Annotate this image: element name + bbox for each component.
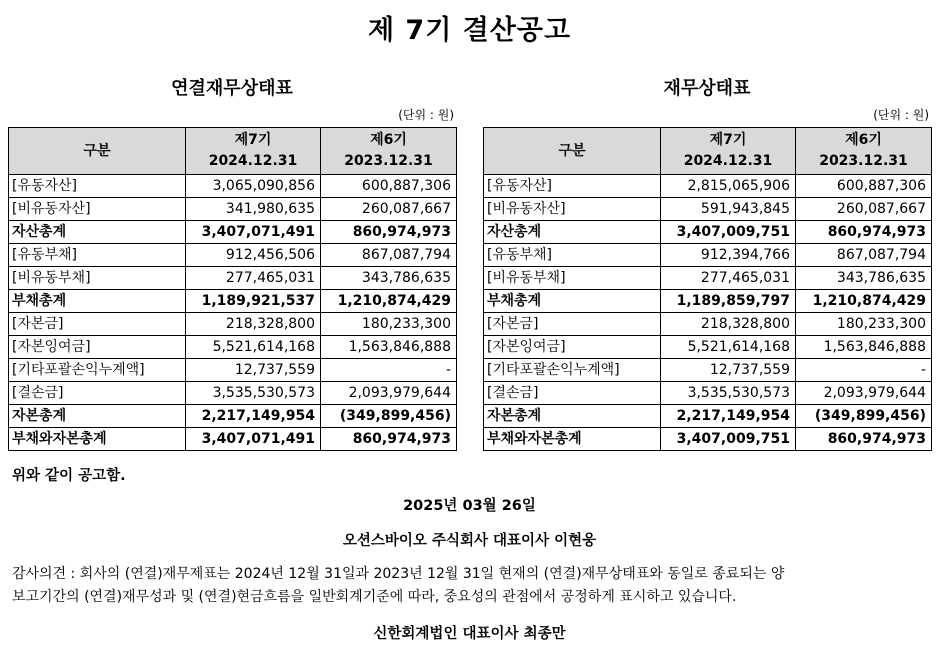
table-row (484, 267, 932, 290)
row-current-value: 3,407,009,751 (661, 221, 796, 244)
row-label: [자본금] (484, 313, 661, 336)
table-row (9, 428, 457, 451)
row-label: [유동자산] (9, 175, 186, 198)
row-prior-value: 860,974,973 (796, 428, 932, 451)
row-prior-value: 180,233,300 (796, 313, 932, 336)
row-current-value: 2,217,149,954 (186, 405, 321, 428)
header-current-period-label: 제7기 (709, 132, 747, 148)
row-label: [결손금] (484, 382, 661, 405)
separate-balance-sheet-table (483, 127, 932, 451)
row-label: [기타포괄손익누계액] (484, 359, 661, 382)
header-current-period (186, 128, 321, 175)
row-current-value: 12,737,559 (661, 359, 796, 382)
row-current-value: 1,189,921,537 (186, 290, 321, 313)
row-current-value: 5,521,614,168 (186, 336, 321, 359)
announcement-date: 2025년 03월 26일 (403, 498, 536, 514)
consolidated-table-body (9, 175, 457, 451)
table-row (484, 336, 932, 359)
table-row (484, 428, 932, 451)
row-current-value: 277,465,031 (661, 267, 796, 290)
header-category: 구분 (484, 128, 661, 175)
row-label: [비유동부채] (9, 267, 186, 290)
table-row (484, 313, 932, 336)
table-row (9, 244, 457, 267)
row-prior-value: 1,563,846,888 (321, 336, 457, 359)
row-current-value: 3,535,530,573 (186, 382, 321, 405)
row-prior-value: 260,087,667 (796, 198, 932, 221)
table-row (9, 198, 457, 221)
row-label: [자본잉여금] (9, 336, 186, 359)
row-current-value: 12,737,559 (186, 359, 321, 382)
row-label: [비유동자산] (9, 198, 186, 221)
notice-statement: 위와 같이 공고함. (12, 468, 126, 484)
table-row (484, 382, 932, 405)
row-prior-value: 1,210,874,429 (796, 290, 932, 313)
row-prior-value: 600,887,306 (796, 175, 932, 198)
row-prior-value: 867,087,794 (796, 244, 932, 267)
table-row (9, 359, 457, 382)
header-prior-period (796, 128, 932, 175)
row-prior-value: - (321, 359, 457, 382)
table-row (484, 244, 932, 267)
auditor-signature: 신한회계법인 대표이사 최종만 (373, 626, 566, 642)
table-row (9, 175, 457, 198)
row-current-value: 341,980,635 (186, 198, 321, 221)
row-prior-value: 180,233,300 (321, 313, 457, 336)
row-prior-value: (349,899,456) (796, 405, 932, 428)
row-label: [유동자산] (484, 175, 661, 198)
row-current-value: 277,465,031 (186, 267, 321, 290)
header-prior-period-label: 제6기 (370, 132, 407, 148)
table-row (9, 313, 457, 336)
separate-unit-note: (단위 : 원) (873, 108, 929, 122)
row-label: 자본총계 (484, 405, 661, 428)
table-row (484, 198, 932, 221)
row-prior-value: 860,974,973 (796, 221, 932, 244)
header-current-date: 2024.12.31 (208, 153, 298, 169)
table-row (9, 290, 457, 313)
table-header-row (484, 128, 932, 175)
header-category: 구분 (9, 128, 186, 175)
table-header-row (9, 128, 457, 175)
row-label: [결손금] (9, 382, 186, 405)
row-current-value: 218,328,800 (186, 313, 321, 336)
table-row (9, 382, 457, 405)
row-prior-value: 1,210,874,429 (321, 290, 457, 313)
row-current-value: 3,535,530,573 (661, 382, 796, 405)
header-current-period-label: 제7기 (234, 132, 272, 148)
header-prior-period (321, 128, 457, 175)
row-prior-value: (349,899,456) (321, 405, 457, 428)
table-row (9, 336, 457, 359)
row-current-value: 591,943,845 (661, 198, 796, 221)
row-prior-value: 867,087,794 (321, 244, 457, 267)
page-title: 제 7기 결산공고 (367, 15, 572, 46)
row-current-value: 3,407,071,491 (186, 428, 321, 451)
header-prior-date: 2023.12.31 (344, 153, 433, 169)
table-row (9, 221, 457, 244)
row-prior-value: 343,786,635 (796, 267, 932, 290)
row-current-value: 218,328,800 (661, 313, 796, 336)
row-label: [유동부채] (9, 244, 186, 267)
audit-opinion-line-2: 보고기간의 (연결)재무성과 및 (연결)현금흐름을 일반회계기준에 따라, 중요성의 관점에서 공정하게 표시하고 있습니다. (12, 589, 737, 605)
consolidated-balance-sheet-table (8, 127, 457, 451)
row-label: [기타포괄손익누계액] (9, 359, 186, 382)
row-prior-value: 1,563,846,888 (796, 336, 932, 359)
row-label: [비유동부채] (484, 267, 661, 290)
table-row (484, 175, 932, 198)
table-row (484, 290, 932, 313)
row-prior-value: 2,093,979,644 (796, 382, 932, 405)
audit-opinion-line-1: 감사의견 : 회사의 (연결)재무제표는 2024년 12월 31일과 2023년 12월 31일 현재의 (연결)재무상태표와 동일로 종료되는 양 (12, 566, 785, 582)
row-label: 부채총계 (484, 290, 661, 313)
table-row (484, 405, 932, 428)
row-label: [유동부채] (484, 244, 661, 267)
row-prior-value: 860,974,973 (321, 428, 457, 451)
table-row (484, 221, 932, 244)
row-label: 부채와자본총계 (484, 428, 661, 451)
consolidated-statement-heading: 연결재무상태표 (171, 78, 293, 99)
company-ceo: 오션스바이오 주식회사 대표이사 이현웅 (342, 533, 597, 549)
row-prior-value: - (796, 359, 932, 382)
row-label: [자본잉여금] (484, 336, 661, 359)
header-current-date: 2024.12.31 (683, 153, 773, 169)
row-label: 부채와자본총계 (9, 428, 186, 451)
row-label: 자산총계 (9, 221, 186, 244)
row-current-value: 1,189,859,797 (661, 290, 796, 313)
row-prior-value: 600,887,306 (321, 175, 457, 198)
row-current-value: 2,815,065,906 (661, 175, 796, 198)
row-label: [자본금] (9, 313, 186, 336)
row-current-value: 3,407,009,751 (661, 428, 796, 451)
row-label: 부채총계 (9, 290, 186, 313)
row-current-value: 912,456,506 (186, 244, 321, 267)
header-prior-date: 2023.12.31 (819, 153, 908, 169)
row-prior-value: 2,093,979,644 (321, 382, 457, 405)
table-row (484, 359, 932, 382)
row-label: [비유동자산] (484, 198, 661, 221)
row-current-value: 912,394,766 (661, 244, 796, 267)
table-row (9, 405, 457, 428)
row-current-value: 3,407,071,491 (186, 221, 321, 244)
consolidated-unit-note: (단위 : 원) (398, 108, 454, 122)
header-prior-period-label: 제6기 (845, 132, 882, 148)
table-row (9, 267, 457, 290)
row-current-value: 2,217,149,954 (661, 405, 796, 428)
row-prior-value: 343,786,635 (321, 267, 457, 290)
row-current-value: 5,521,614,168 (661, 336, 796, 359)
row-current-value: 3,065,090,856 (186, 175, 321, 198)
row-prior-value: 260,087,667 (321, 198, 457, 221)
row-label: 자산총계 (484, 221, 661, 244)
header-current-period (661, 128, 796, 175)
separate-table-body (484, 175, 932, 451)
separate-statement-heading: 재무상태표 (663, 78, 751, 99)
row-label: 자본총계 (9, 405, 186, 428)
row-prior-value: 860,974,973 (321, 221, 457, 244)
